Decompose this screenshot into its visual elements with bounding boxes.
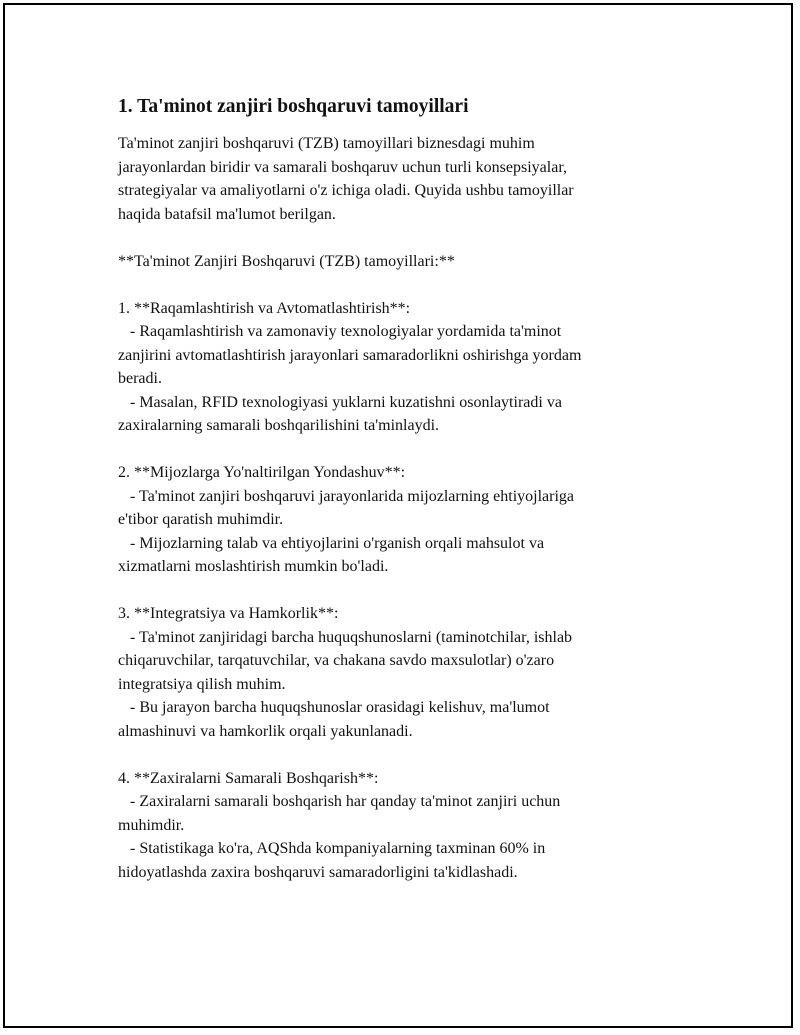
section-heading: 1. Ta'minot zanjiri boshqaruvi tamoyillari	[118, 96, 469, 117]
spacer	[118, 579, 678, 603]
spacer	[118, 743, 678, 767]
spacer	[118, 226, 678, 250]
section-3-body: - Ta'minot zanjiridagi barcha huquqshunoslarni (taminotchilar, ishlab chiqaruvchilar, tarqatuvchilar, va chakana savdo maxsulotlar) o'zaro integratsiya qilish muhim. - Bu jarayon barcha huquqshunoslar orasidagi kelishuv, ma'lumot almashinuvi va hamkorlik orqali yakunlanadi.	[118, 628, 573, 740]
spacer	[118, 438, 678, 462]
section-2-body: - Ta'minot zanjiri boshqaruvi jarayonlarida mijozlarning ehtiyojlariga e'tibor qaratish muhimdir. - Mijozlarning talab va ehtiyojlarini o'rganish orqali mahsulot va xizmatlarni moslashtirish mumkin bo'ladi.	[118, 487, 574, 575]
spacer	[118, 273, 678, 297]
section-1-title: 1. **Raqamlashtirish va Avtomatlashtirish**:	[118, 299, 411, 317]
intro-paragraph: Ta'minot zanjiri boshqaruvi (TZB) tamoyillari biznesdagi muhim jarayonlardan biridir va samarali boshqaruv uchun turli konsepsiyalar, strategiyalar va amaliyotlarni o'z ichiga oladi. Quyida ushbu tamoyillar haqida batafsil ma'lumot berilgan.	[118, 135, 574, 223]
section-3-title: 3. **Integratsiya va Hamkorlik**:	[118, 605, 339, 622]
section-4-title: 4. **Zaxiralarni Samarali Boshqarish**:	[118, 769, 379, 787]
section-1-body: - Raqamlashtirish va zamonaviy texnologiyalar yordamida ta'minot zanjirini avtomatlashtirish jarayonlari samaradorlikni oshirishga yordam beradi. - Masalan, RFID texnologiyasi yuklarni kuzatishni osonlaytiradi va zaxiralarning samarali boshqarilishini ta'minlaydi.	[118, 323, 582, 434]
section-4-body: - Zaxiralarni samarali boshqarish har qanday ta'minot zanjiri uchun muhimdir. - Statistikaga ko'ra, AQShda kompaniyalarning taxminan 60% in hidoyatlashda zaxira boshqaruvi samaradorligini ta'kidlashadi.	[118, 793, 561, 881]
section-2-title: 2. **Mijozlarga Yo'naltirilgan Yondashuv**:	[118, 464, 406, 481]
principles-subheading: **Ta'minot Zanjiri Boshqaruvi (TZB) tamoyillari:**	[118, 252, 455, 270]
document-content	[118, 94, 678, 884]
